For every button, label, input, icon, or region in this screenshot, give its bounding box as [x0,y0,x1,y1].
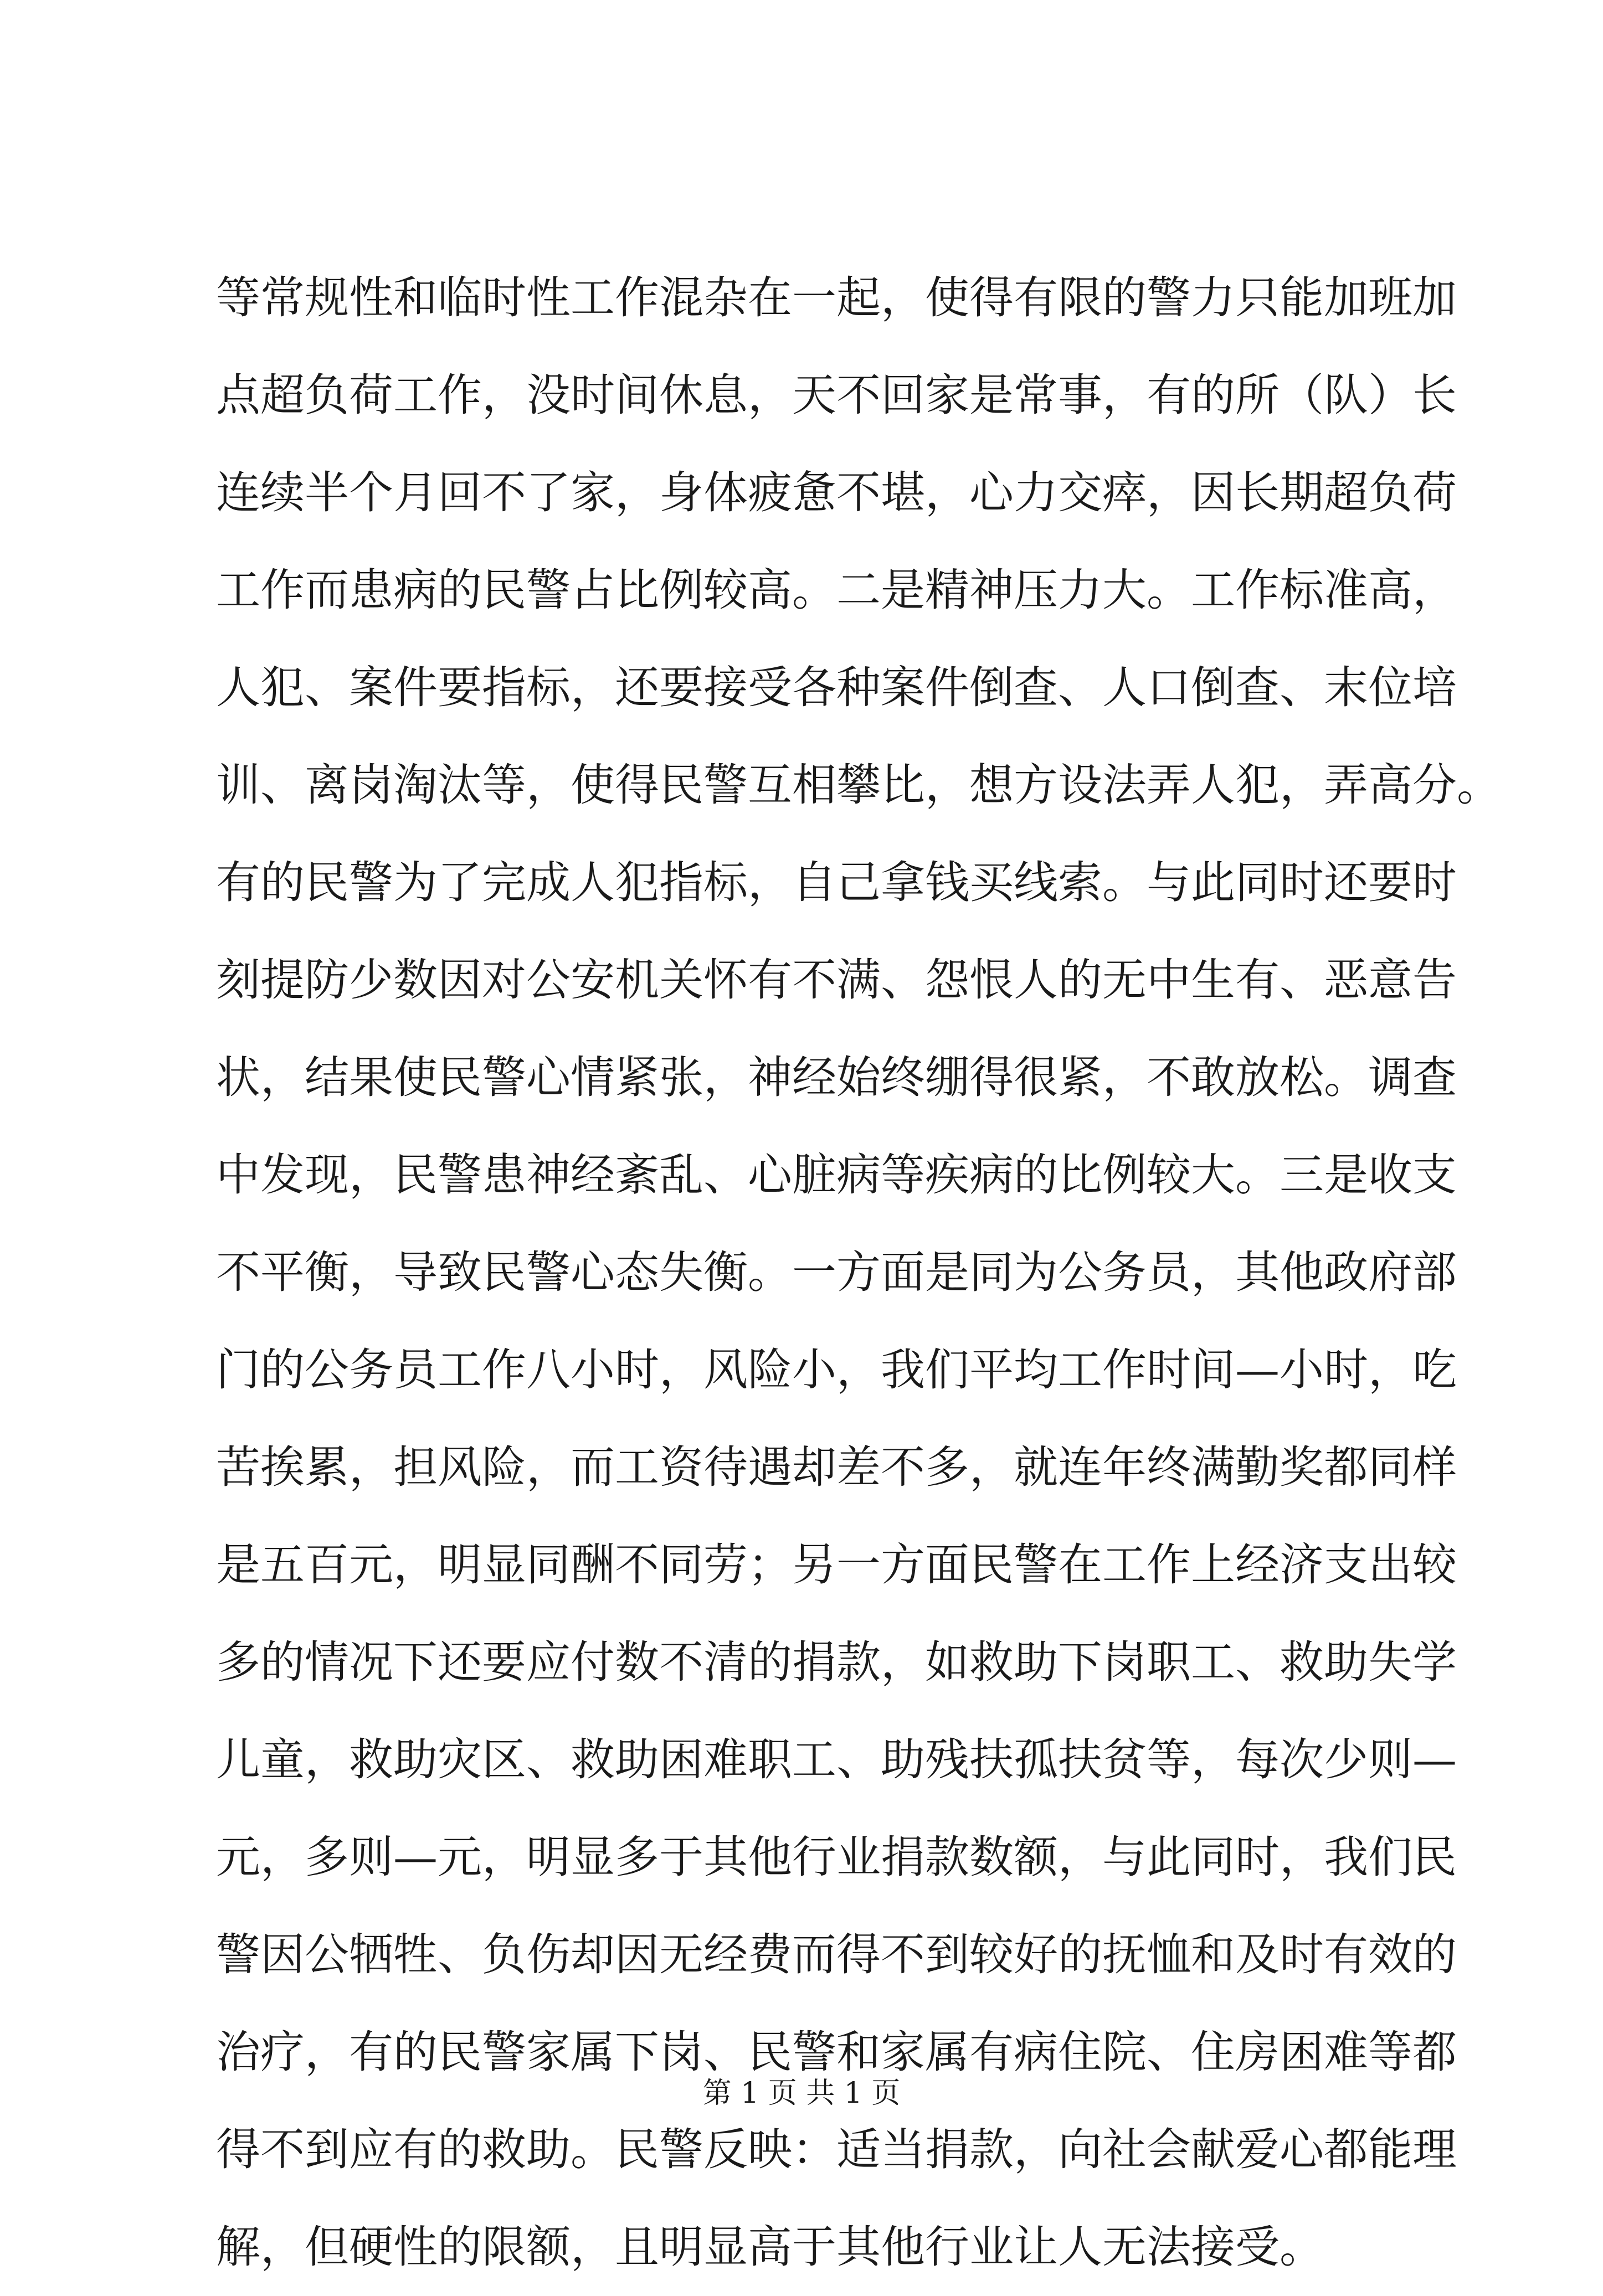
text-line: 解，但硬性的限额，且明显高于其他行业让人无法接受。 [216,2221,1324,2273]
text-line: 苦挨累，担风险，而工资待遇却差不多，就连年终满勤奖都同样 [216,1442,1457,1493]
text-line: 多的情况下还要应付数不清的捐款，如救助下岗职工、救助失学 [216,1636,1457,1688]
text-line: 人犯、案件要指标，还要接受各种案件倒查、人口倒查、末位培 [216,662,1457,713]
text-line: 训、离岗淘汰等，使得民警互相攀比，想方设法弄人犯，弄高分。 [216,759,1501,811]
text-line: 儿童，救助灾区、救助困难职工、助残扶孤扶贫等，每次少则— [216,1734,1457,1785]
text-line: 状，结果使民警心情紧张，神经始终绷得很紧，不敢放松。调查 [216,1052,1457,1103]
text-line: 刻提防少数因对公安机关怀有不满、怨恨人的无中生有、恶意告 [216,954,1457,1006]
text-line: 元，多则—元，明显多于其他行业捐款数额，与此同时，我们民 [216,1831,1457,1883]
text-line: 点超负荷工作，没时间休息，天不回家是常事，有的所（队）长 [216,369,1457,421]
text-line: 不平衡，导致民警心态失衡。一方面是同为公务员，其他政府部 [216,1247,1457,1298]
text-line: 是五百元，明显同酬不同劳；另一方面民警在工作上经济支出较 [216,1539,1457,1590]
text-line: 中发现，民警患神经紊乱、心脏病等疾病的比例较大。三是收支 [216,1149,1457,1201]
text-line: 得不到应有的救助。民警反映：适当捐款，向社会献爱心都能理 [216,2124,1457,2175]
text-line: 工作而患病的民警占比例较高。二是精神压力大。工作标准高， [216,564,1457,616]
text-line: 有的民警为了完成人犯指标，自己拿钱买线索。与此同时还要时 [216,857,1457,908]
text-line: 门的公务员工作八小时，风险小，我们平均工作时间—小时，吃 [216,1344,1457,1396]
page-footer: 第 1 页 共 1 页 [702,2077,901,2110]
text-line: 治疗，有的民警家属下岗、民警和家属有病住院、住房困难等都 [216,2026,1457,2078]
text-line: 连续半个月回不了家，身体疲惫不堪，心力交瘁，因长期超负荷 [216,467,1457,518]
text-line: 警因公牺牲、负伤却因无经费而得不到较好的抚恤和及时有效的 [216,1929,1457,1980]
text-line: 等常规性和临时性工作混杂在一起，使得有限的警力只能加班加 [216,272,1457,323]
document-body [216,249,1501,2296]
